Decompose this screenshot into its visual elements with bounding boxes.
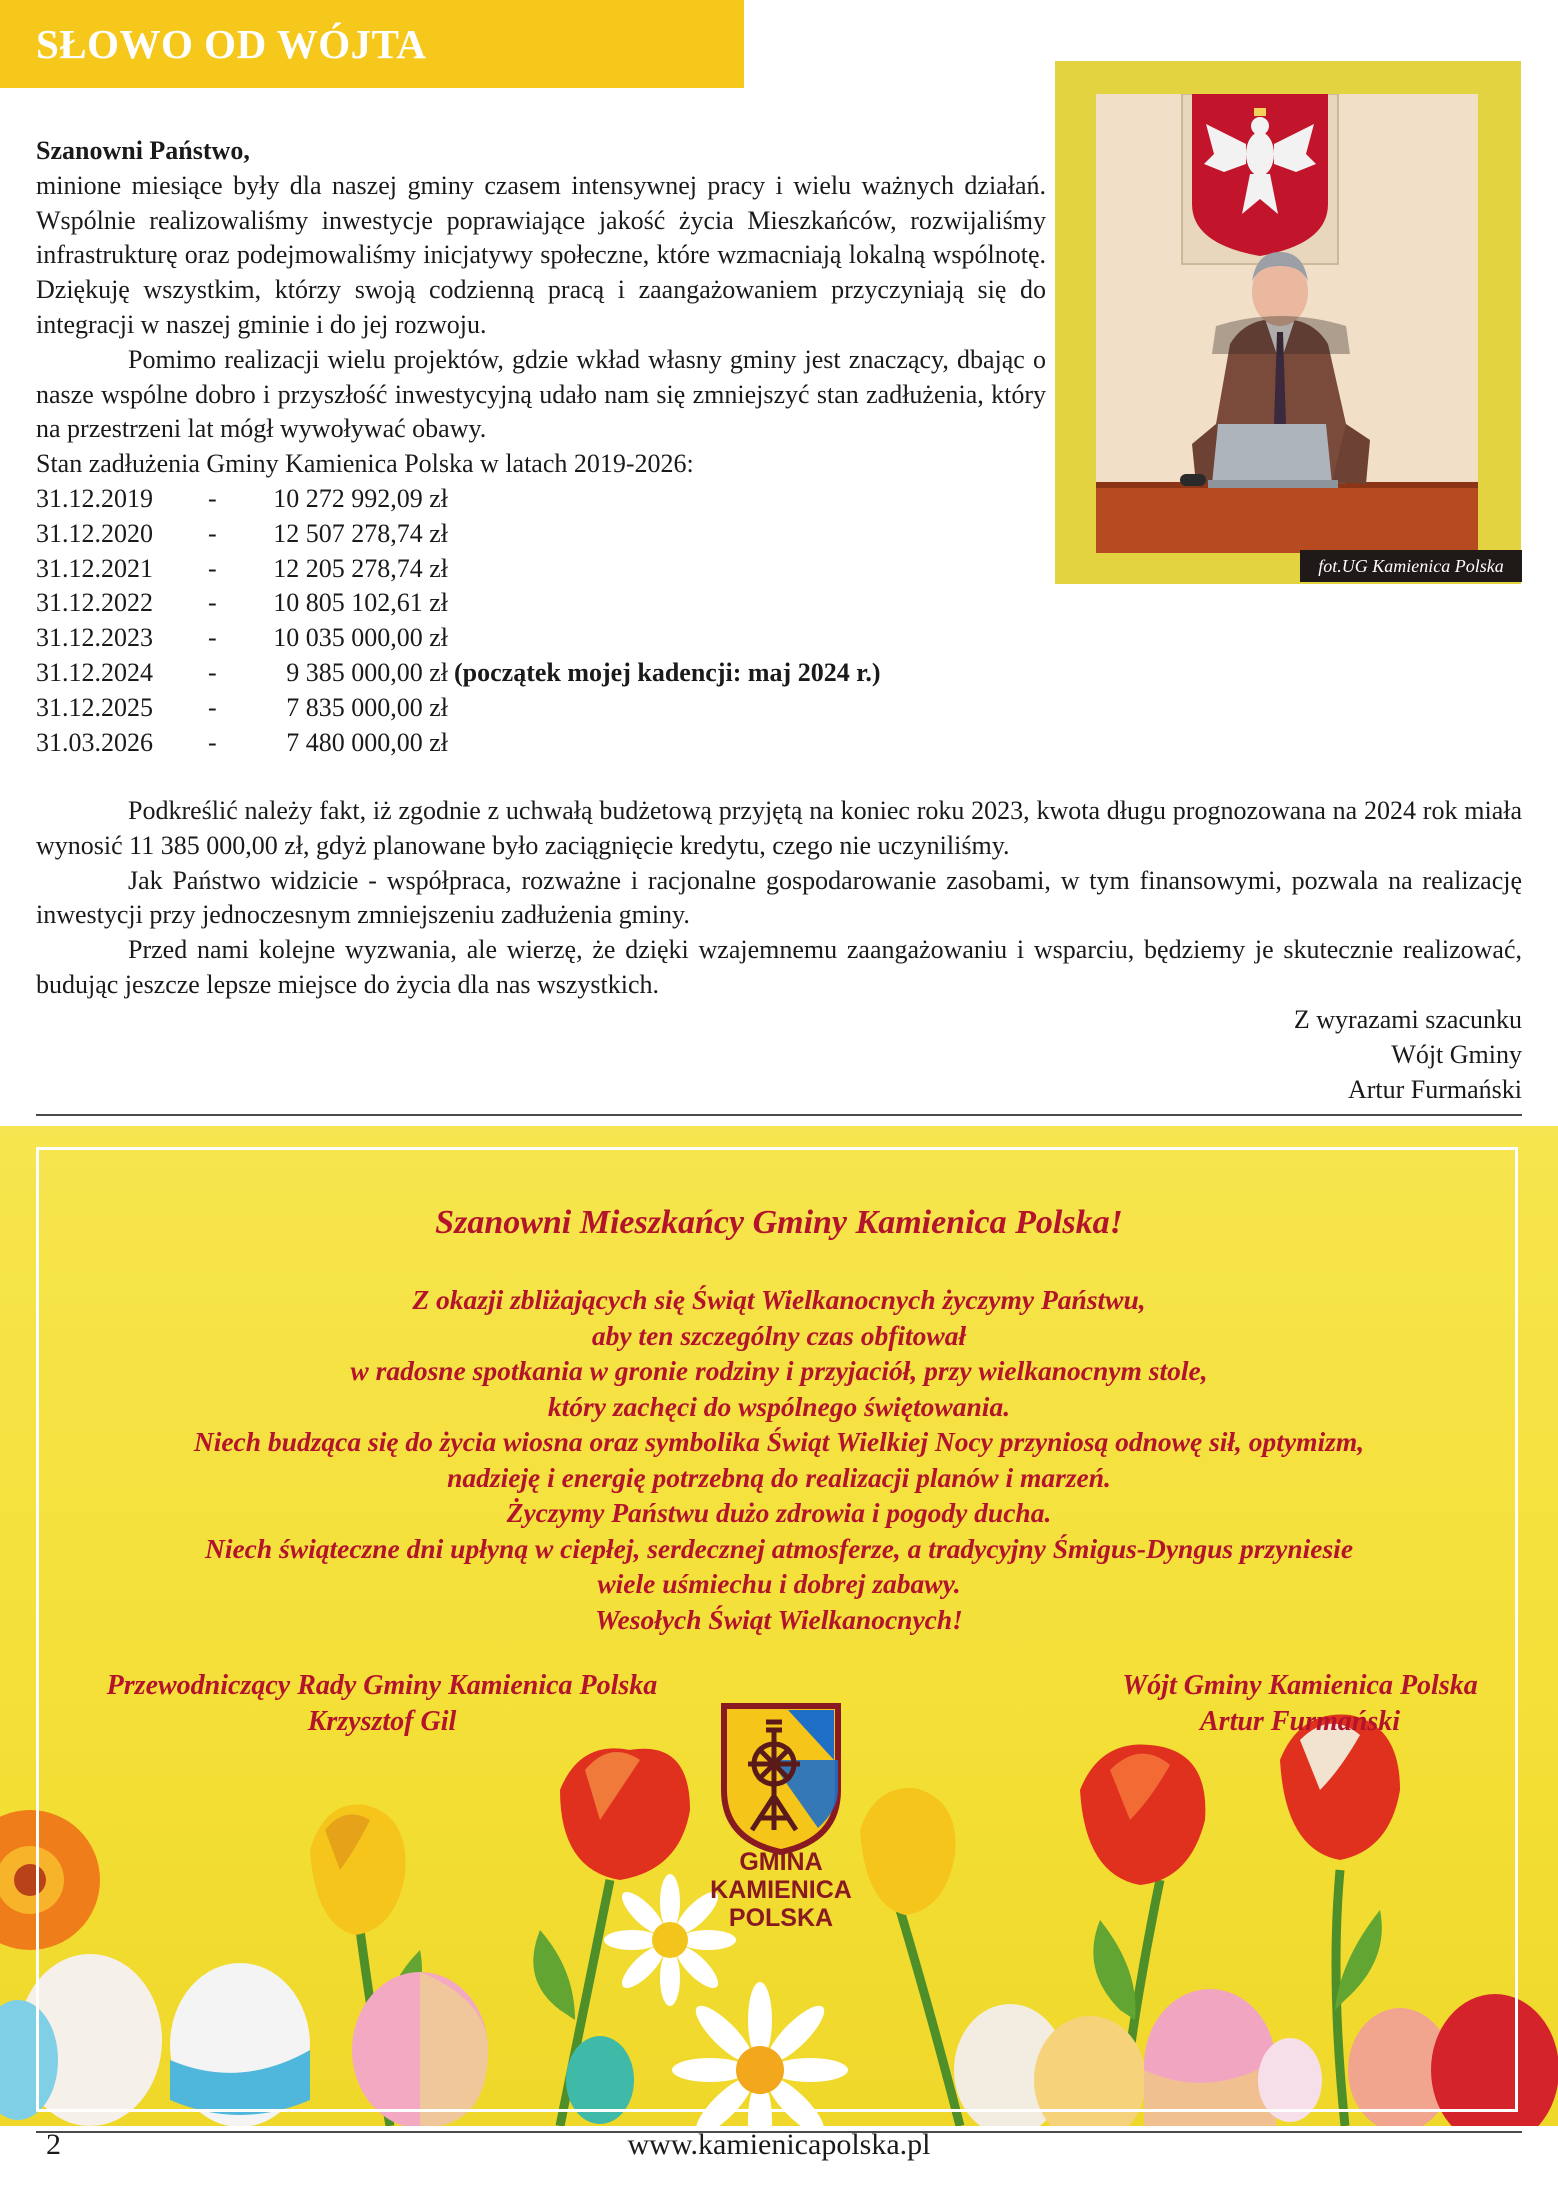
debt-date: 31.12.2021	[36, 553, 153, 583]
letter-paragraph-1: minione miesiące były dla naszej gminy czasem intensywnej pracy i wielu ważnych działań. Wspólnie realizowaliśmy inwestycje poprawiające jakość życia Mieszkańców, rozwijaliśmy infrastrukturę oraz podejmowaliśmy inicjatywy społeczne, które wzmacniają lokalną wspólnotę. Dziękuję wszystkim, którzy swoją codzienną pracą i zaangażowaniem przyczyniają się do integracji w naszej gminie i do jej rozwoju.	[36, 170, 1046, 339]
debt-row	[36, 482, 1046, 517]
debt-note: (początek mojej kadencji: maj 2024 r.)	[454, 657, 881, 687]
debt-date: 31.12.2024	[36, 657, 153, 687]
gmina-crest-logo	[718, 1700, 844, 1856]
debt-dash: -	[208, 553, 217, 583]
letter-paragraph-5: Przed nami kolejne wyzwania, ale wierzę, że dzięki wzajemnemu zaangażowaniu i wsparciu, będziemy je skutecznie realizować, budując jeszcze lepsze miejsce do życia dla nas wszystkich.	[36, 935, 1522, 999]
debt-date: 31.12.2020	[36, 518, 153, 548]
mayor-signature	[1080, 1668, 1520, 1740]
debt-dash: -	[208, 588, 217, 618]
council-chair-name: Krzysztof Gil	[307, 1706, 457, 1737]
wish-line: aby ten szczególny czas obfitował	[591, 1319, 967, 1351]
wish-line: Życzymy Państwu dużo zdrowia i pogody ducha.	[506, 1497, 1052, 1528]
debt-amount: 12 205 278,74 zł	[273, 553, 448, 583]
mayor-title: Wójt Gminy Kamienica Polska	[1122, 1670, 1478, 1701]
debt-dash: -	[208, 727, 217, 757]
signature-closing: Z wyrazami szacunku	[1293, 1005, 1522, 1034]
website-url: www.kamienicapolska.pl	[627, 2128, 931, 2161]
letter-signature	[1294, 1003, 1522, 1107]
logo-line: GMINA	[739, 1848, 823, 1876]
mayor-name: Artur Furmański	[1200, 1706, 1400, 1737]
debt-dash: -	[208, 483, 217, 513]
debt-amount: 7 480 000,00 zł	[286, 727, 448, 757]
logo-line: POLSKA	[728, 1904, 834, 1932]
debt-date: 31.03.2026	[36, 727, 153, 757]
debt-heading: Stan zadłużenia Gminy Kamienica Polska w latach 2019-2026:	[36, 449, 694, 479]
council-chair-title: Przewodniczący Rady Gminy Kamienica Polska	[106, 1670, 658, 1701]
section-title: SŁOWO OD WÓJTA	[36, 21, 427, 67]
section-header-bar	[0, 0, 744, 88]
easter-wishes	[0, 1282, 1558, 1637]
debt-amount: 10 272 992,09 zł	[273, 483, 448, 513]
debt-row	[36, 656, 1046, 691]
easter-heading: Szanowni Mieszkańcy Gminy Kamienica Polska!	[435, 1204, 1123, 1241]
wish-line: który zachęci do wspólnego świętowania.	[547, 1390, 1011, 1422]
wish-line: w radosne spotkania w gronie rodziny i przyjaciół, przy wielkanocnym stole,	[350, 1355, 1208, 1386]
wish-line: Z okazji zbliżających się Świąt Wielkanocnych życzymy Państwu,	[412, 1284, 1146, 1315]
logo-line: KAMIENICA	[710, 1876, 852, 1904]
letter-greeting: Szanowni Państwo,	[36, 136, 250, 165]
debt-amount: 12 507 278,74 zł	[273, 518, 448, 548]
wish-line: Niech świąteczne dni upłyną w ciepłej, serdecznej atmosferze, a tradycyjny Śmigus-Dyngus przyniesie	[204, 1532, 1354, 1564]
debt-dash: -	[208, 623, 217, 653]
debt-dash: -	[208, 657, 217, 687]
signature-title: Wójt Gminy	[1391, 1039, 1522, 1069]
debt-date: 31.12.2023	[36, 623, 153, 653]
debt-row	[36, 517, 1046, 552]
debt-dash: -	[208, 692, 217, 722]
debt-row	[36, 586, 1046, 621]
debt-table	[36, 482, 1046, 760]
debt-row	[36, 621, 1046, 656]
section-divider	[36, 1114, 1522, 1116]
page-number: 2	[46, 2128, 61, 2161]
debt-amount: 10 805 102,61 zł	[273, 588, 448, 618]
debt-dash: -	[208, 518, 217, 548]
photo-credit: fot.UG Kamienica Polska	[1300, 550, 1522, 582]
debt-amount: 7 835 000,00 zł	[286, 692, 448, 722]
debt-row	[36, 691, 1046, 726]
debt-row	[36, 552, 1046, 587]
debt-amount: 9 385 000,00 zł	[286, 657, 448, 687]
wish-line: wiele uśmiechu i dobrej zabawy.	[597, 1568, 961, 1599]
letter-paragraph-4: Jak Państwo widzicie - współpraca, rozważne i racjonalne gospodarowanie zasobami, w tym finansowymi, pozwala na realizację inwestycji przy jednoczesnym zmniejszeniu zadłużenia gminy.	[36, 865, 1522, 930]
letter-paragraph-3: Podkreślić należy fakt, iż zgodnie z uchwałą budżetową przyjętą na koniec roku 2023, kwota długu prognozowana na 2024 rok miała wynosić 11 385 000,00 zł, gdyż planowane było zaciągnięcie kredytu, czego nie uczyniliśmy.	[36, 796, 1522, 860]
wish-line: Wesołych Świąt Wielkanocnych!	[595, 1603, 963, 1635]
signature-name: Artur Furmański	[1347, 1074, 1522, 1104]
mayor-photo	[1096, 94, 1478, 553]
letter-paragraph-2: Pomimo realizacji wielu projektów, gdzie wkład własny gminy jest znaczący, dbając o nasze wspólne dobro i przyszłość inwestycyjną udało nam się zmniejszyć stan zadłużenia, który na przestrzeni lat mógł wywoływać obawy.	[36, 344, 1046, 444]
wish-line: nadzieję i energię potrzebną do realizacji planów i marzeń.	[447, 1461, 1111, 1493]
debt-amount: 10 035 000,00 zł	[273, 623, 448, 653]
council-chair-signature	[52, 1668, 712, 1740]
wish-line: Niech budząca się do życia wiosna oraz symbolika Świąt Wielkiej Nocy przyniosą odnowę sił, optymizm,	[193, 1426, 1365, 1457]
letter-continuation	[36, 794, 1522, 1003]
debt-date: 31.12.2019	[36, 483, 153, 513]
gmina-logo-text	[672, 1848, 890, 1932]
debt-date: 31.12.2025	[36, 692, 153, 722]
debt-date: 31.12.2022	[36, 588, 153, 618]
mayor-letter	[36, 134, 1046, 760]
debt-row	[36, 726, 1046, 761]
